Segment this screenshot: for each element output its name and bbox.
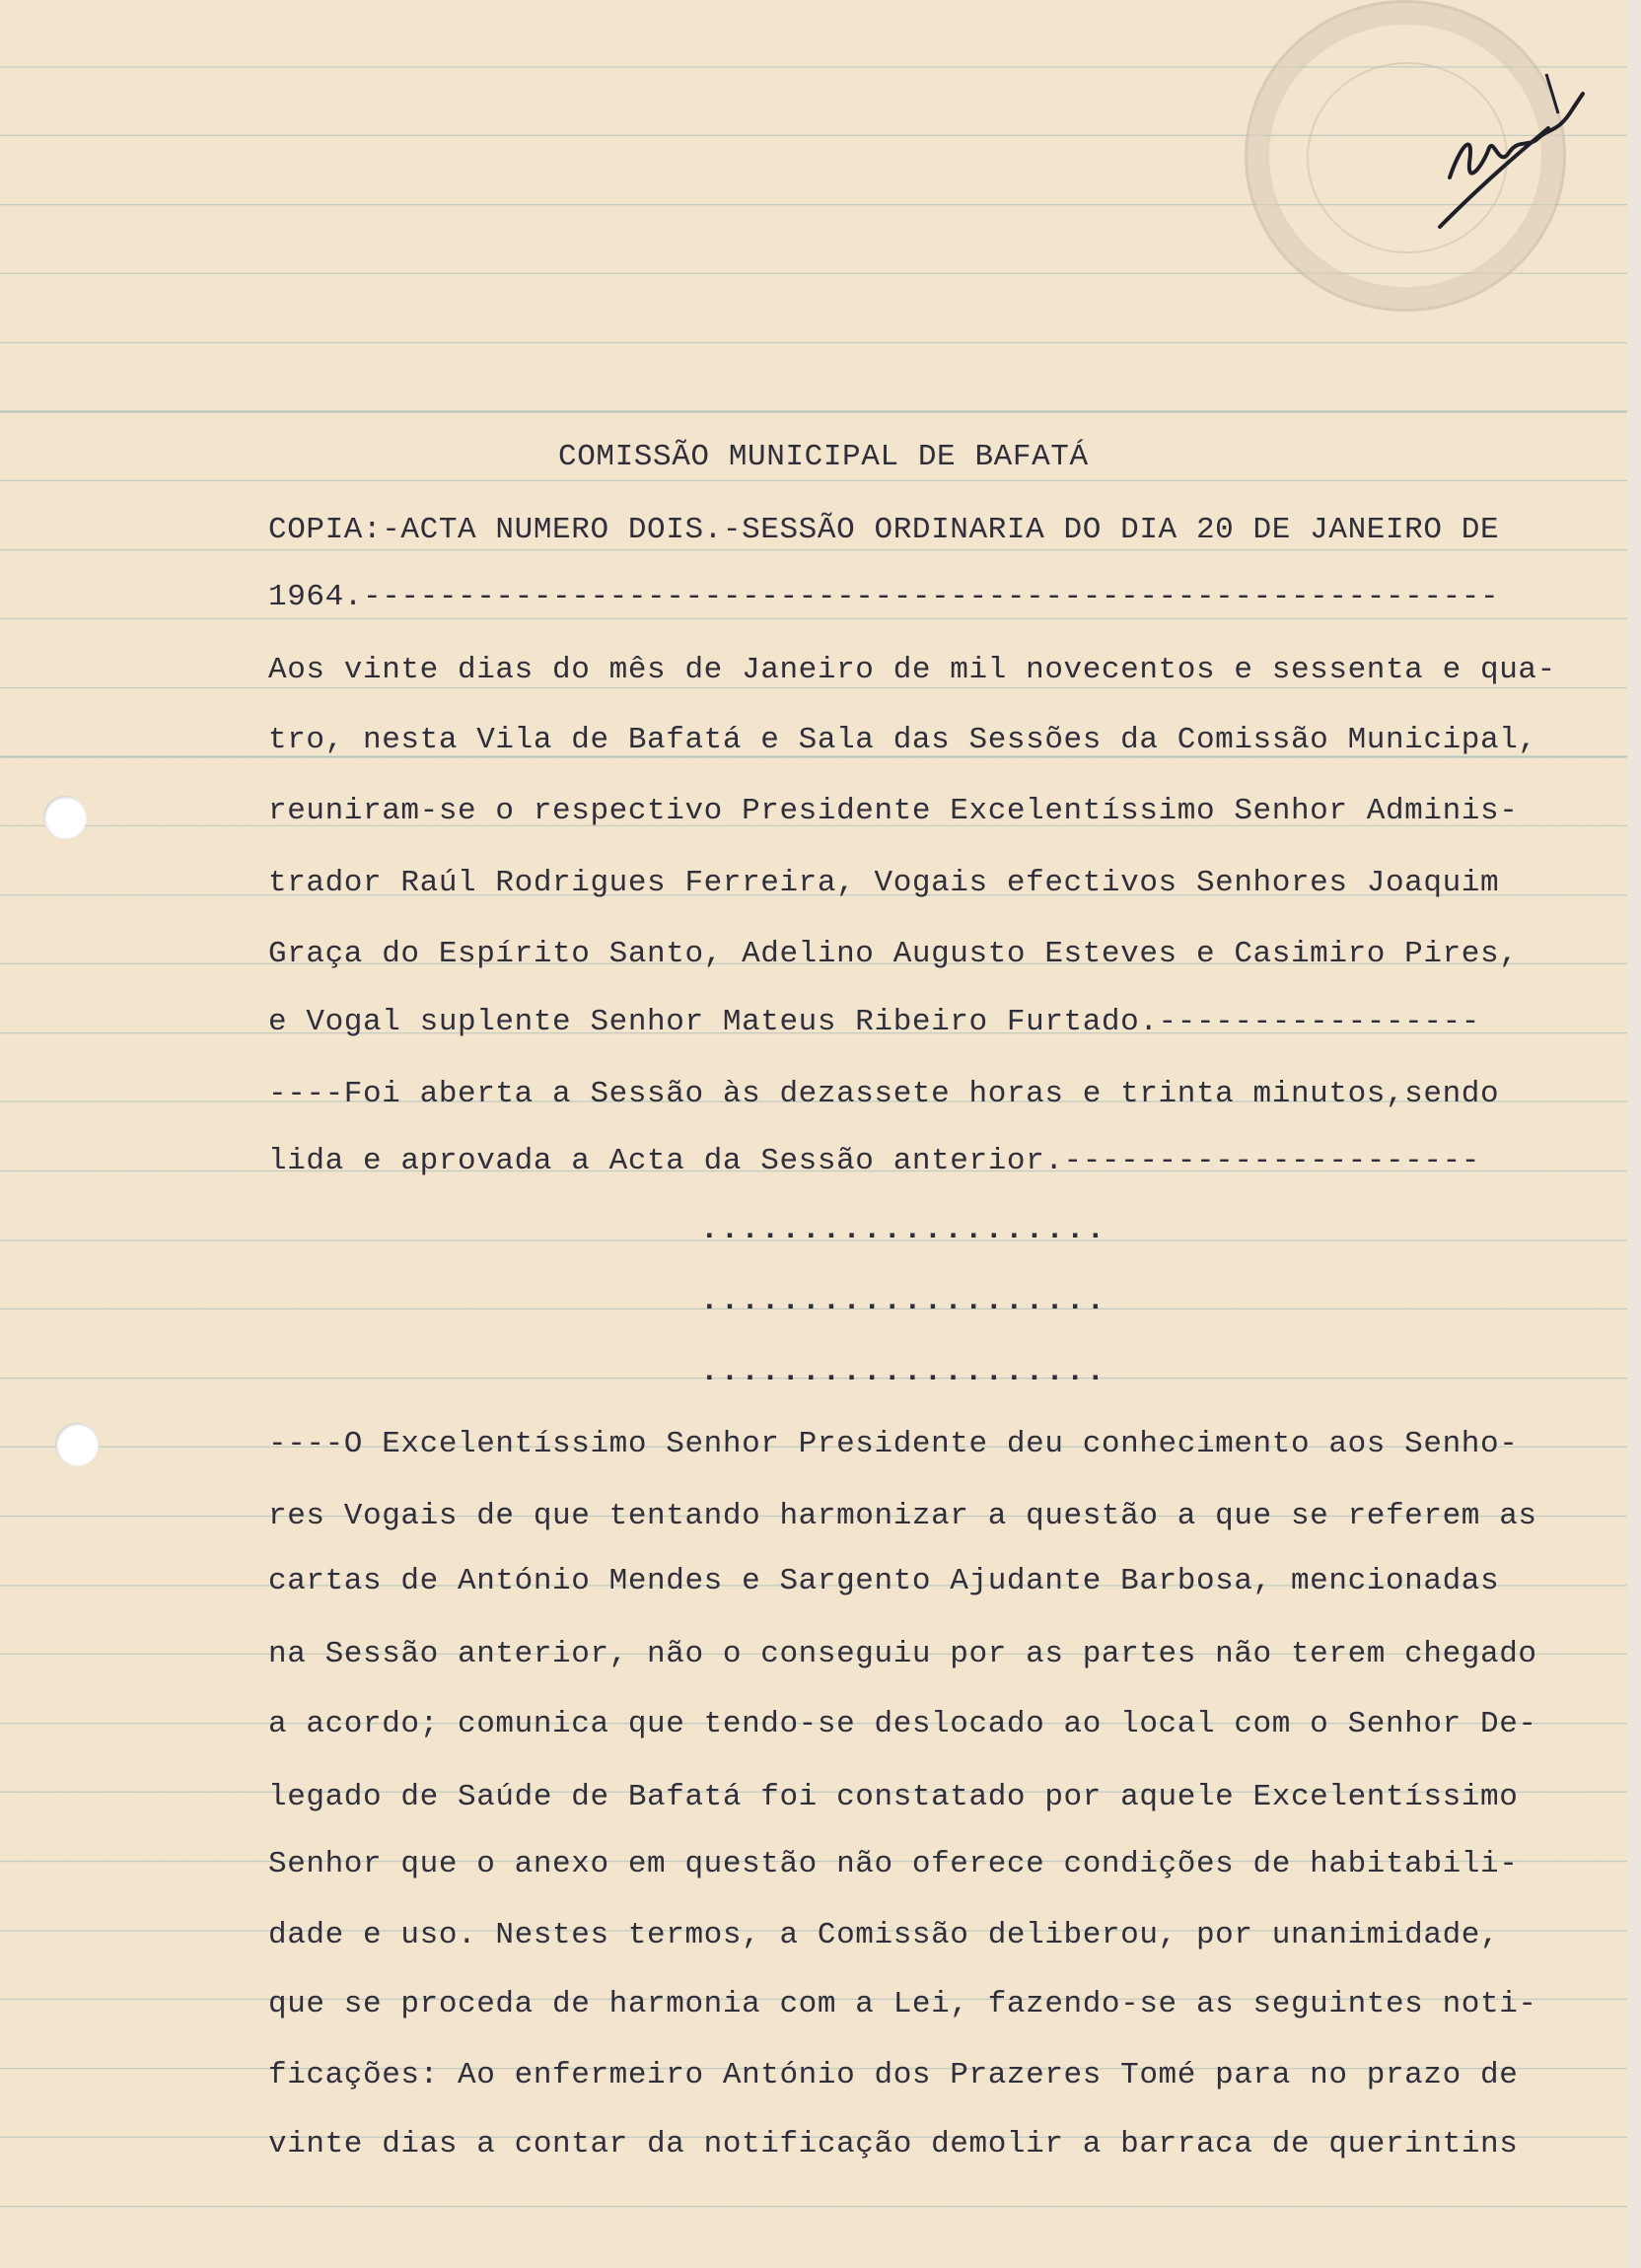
line-20: ficações: Ao enfermeiro António dos Prazeres Tomé para no prazo de: [268, 2058, 1519, 2092]
line-1: COPIA:-ACTA NUMERO DOIS.-SESSÃO ORDINARIA DO DIA 20 DE JANEIRO DE: [268, 513, 1500, 547]
signature-icon: [1430, 69, 1607, 237]
line-15: a acordo; comunica que tendo-se deslocado ao local com o Senhor De-: [268, 1707, 1537, 1741]
line-7: Graça do Espírito Santo, Adelino Augusto Esteves e Casimiro Pires,: [268, 937, 1519, 971]
line-14: na Sessão anterior, não o conseguiu por as partes não terem chegado: [268, 1637, 1537, 1671]
punch-hole-top: [43, 796, 87, 839]
line-4: tro, nesta Vila de Bafatá e Sala das Sessões da Comissão Municipal,: [268, 723, 1537, 757]
line-19: que se proceda de harmonia com a Lei, fazendo-se as seguintes noti-: [268, 1987, 1537, 2021]
line-2: 1964.------------------------------------------------------------: [268, 580, 1500, 614]
line-10: lida e aprovada a Acta da Sessão anterior.----------------------: [268, 1144, 1480, 1178]
document-title: COMISSÃO MUNICIPAL DE BAFATÁ: [558, 440, 1089, 474]
line-8: e Vogal suplente Senhor Mateus Ribeiro Furtado.-----------------: [268, 1005, 1480, 1039]
line-18: dade e uso. Nestes termos, a Comissão deliberou, por unanimidade,: [268, 1918, 1500, 1952]
line-16: legado de Saúde de Bafatá foi constatado por aquele Excelentíssimo: [268, 1780, 1519, 1814]
line-3: Aos vinte dias do mês de Janeiro de mil novecentos e sessenta e qua-: [268, 653, 1556, 687]
line-13: cartas de António Mendes e Sargento Ajudante Barbosa, mencionadas: [268, 1564, 1500, 1598]
line-9: ----Foi aberta a Sessão às dezassete horas e trinta minutos,sendo: [268, 1077, 1500, 1111]
line-6: trador Raúl Rodrigues Ferreira, Vogais efectivos Senhores Joaquim: [268, 866, 1500, 900]
line-17: Senhor que o anexo em questão não oferece condições de habitabili-: [268, 1847, 1519, 1881]
ellipsis-2: ....................: [700, 1284, 1107, 1318]
line-11: ----O Excelentíssimo Senhor Presidente deu conhecimento aos Senho-: [268, 1427, 1519, 1461]
line-21: vinte dias a contar da notificação demolir a barraca de querintins: [268, 2127, 1519, 2162]
ellipsis-3: ....................: [700, 1355, 1107, 1389]
page-edge: [1627, 0, 1641, 2268]
punch-hole-bottom: [55, 1423, 99, 1466]
line-12: res Vogais de que tentando harmonizar a questão a que se referem as: [268, 1499, 1537, 1533]
line-5: reuniram-se o respectivo Presidente Excelentíssimo Senhor Adminis-: [268, 794, 1519, 828]
ellipsis-1: ....................: [700, 1213, 1107, 1247]
